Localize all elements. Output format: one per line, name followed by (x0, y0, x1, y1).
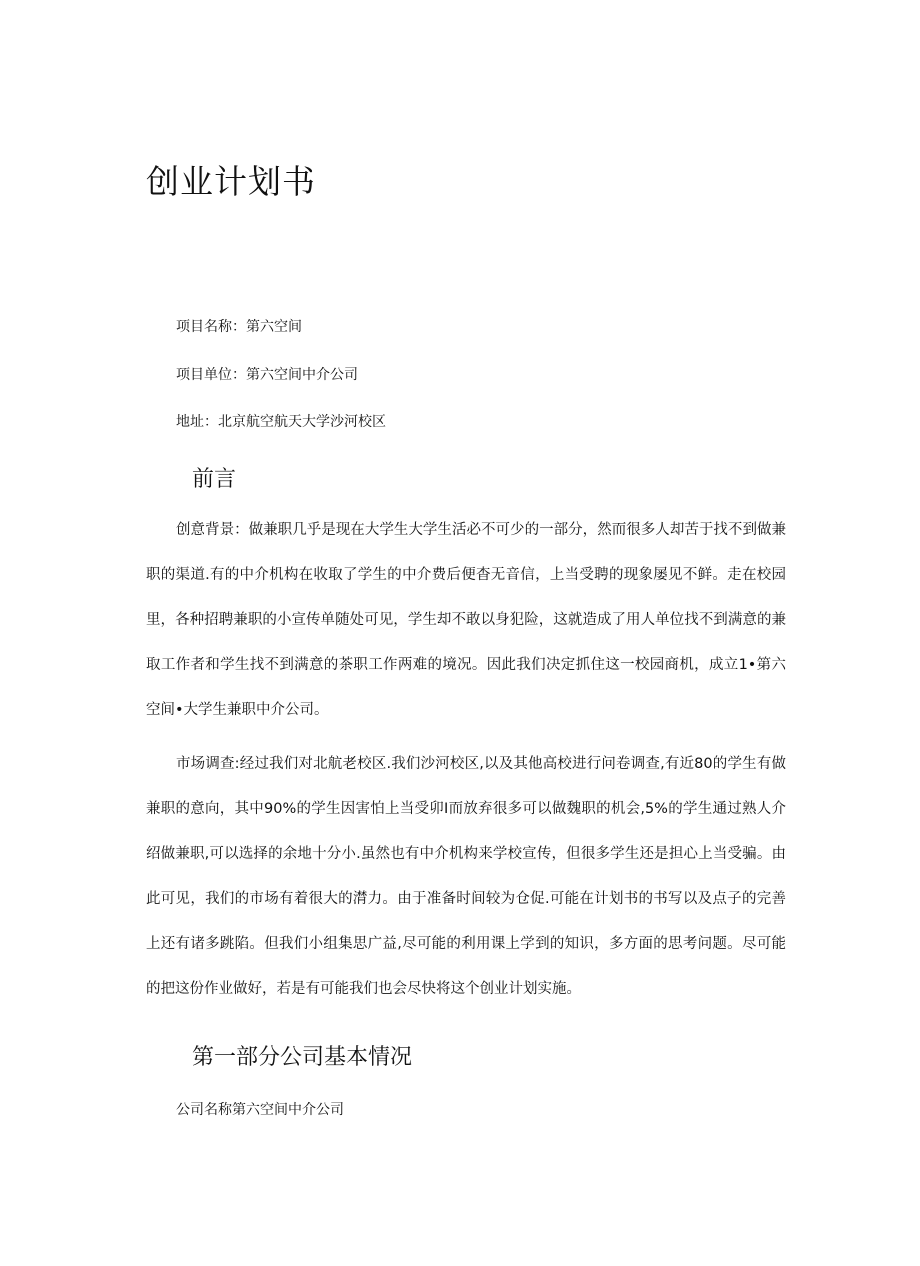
project-unit-line: 项目单位：第六空间中介公司 (176, 367, 358, 383)
preface-heading: 前言 (192, 467, 237, 492)
company-name-line: 公司名称第六空间中介公司 (176, 1102, 344, 1118)
market-research-paragraph: 市场调查:经过我们对北航老校区.我们沙河校区,以及其他高校进行问卷调查,有近80的学生有做兼职的意向，其中90%的学生因害怕上当受卯I而放弃很多可以做魏职的机会,5%的学生通过熟人介绍做兼职,可以选择的余地十分小.虽然也有中介机构来学校宣传，但很多学生还是担心上当受骗。由此可见，我们的市场有着很大的潸力。由于准备时间较为仓促.可能在计划书的书写以及点子的完善上还有诸多跳陷。但我们小组集思广益,尽可能的利用课上学到的知识，多方面的思考问题。尽可能的把这份作业做好，若是有可能我们也会尽快将这个创业计划实施。 (146, 756, 786, 997)
creative-background-paragraph: 创意背景：做兼职几乎是现在大学生大学生活必不可少的一部分，然而很多人却苦于找不到做兼职的渠道.有的中介机构在收取了学生的中介费后便杳无音信，上当受聘的现象屡见不鲜。走在校园里，各种招聘兼职的小宣传单随处可见，学生却不敢以身犯险，这就造成了用人单位找不到满意的兼取工作者和学生找不到满意的茶职工作两难的境况。因此我们决定抓住这一校园商机，成立1•第六空间•大学生兼职中介公司。 (146, 522, 786, 718)
address-line: 地址：北京航空航天大学沙河校区 (176, 414, 386, 430)
part-one-heading: 第一部分公司基本情况 (192, 1045, 413, 1070)
project-name-line: 项目名称：第六空间 (176, 319, 302, 335)
document-title: 创业计划书 (146, 162, 316, 202)
